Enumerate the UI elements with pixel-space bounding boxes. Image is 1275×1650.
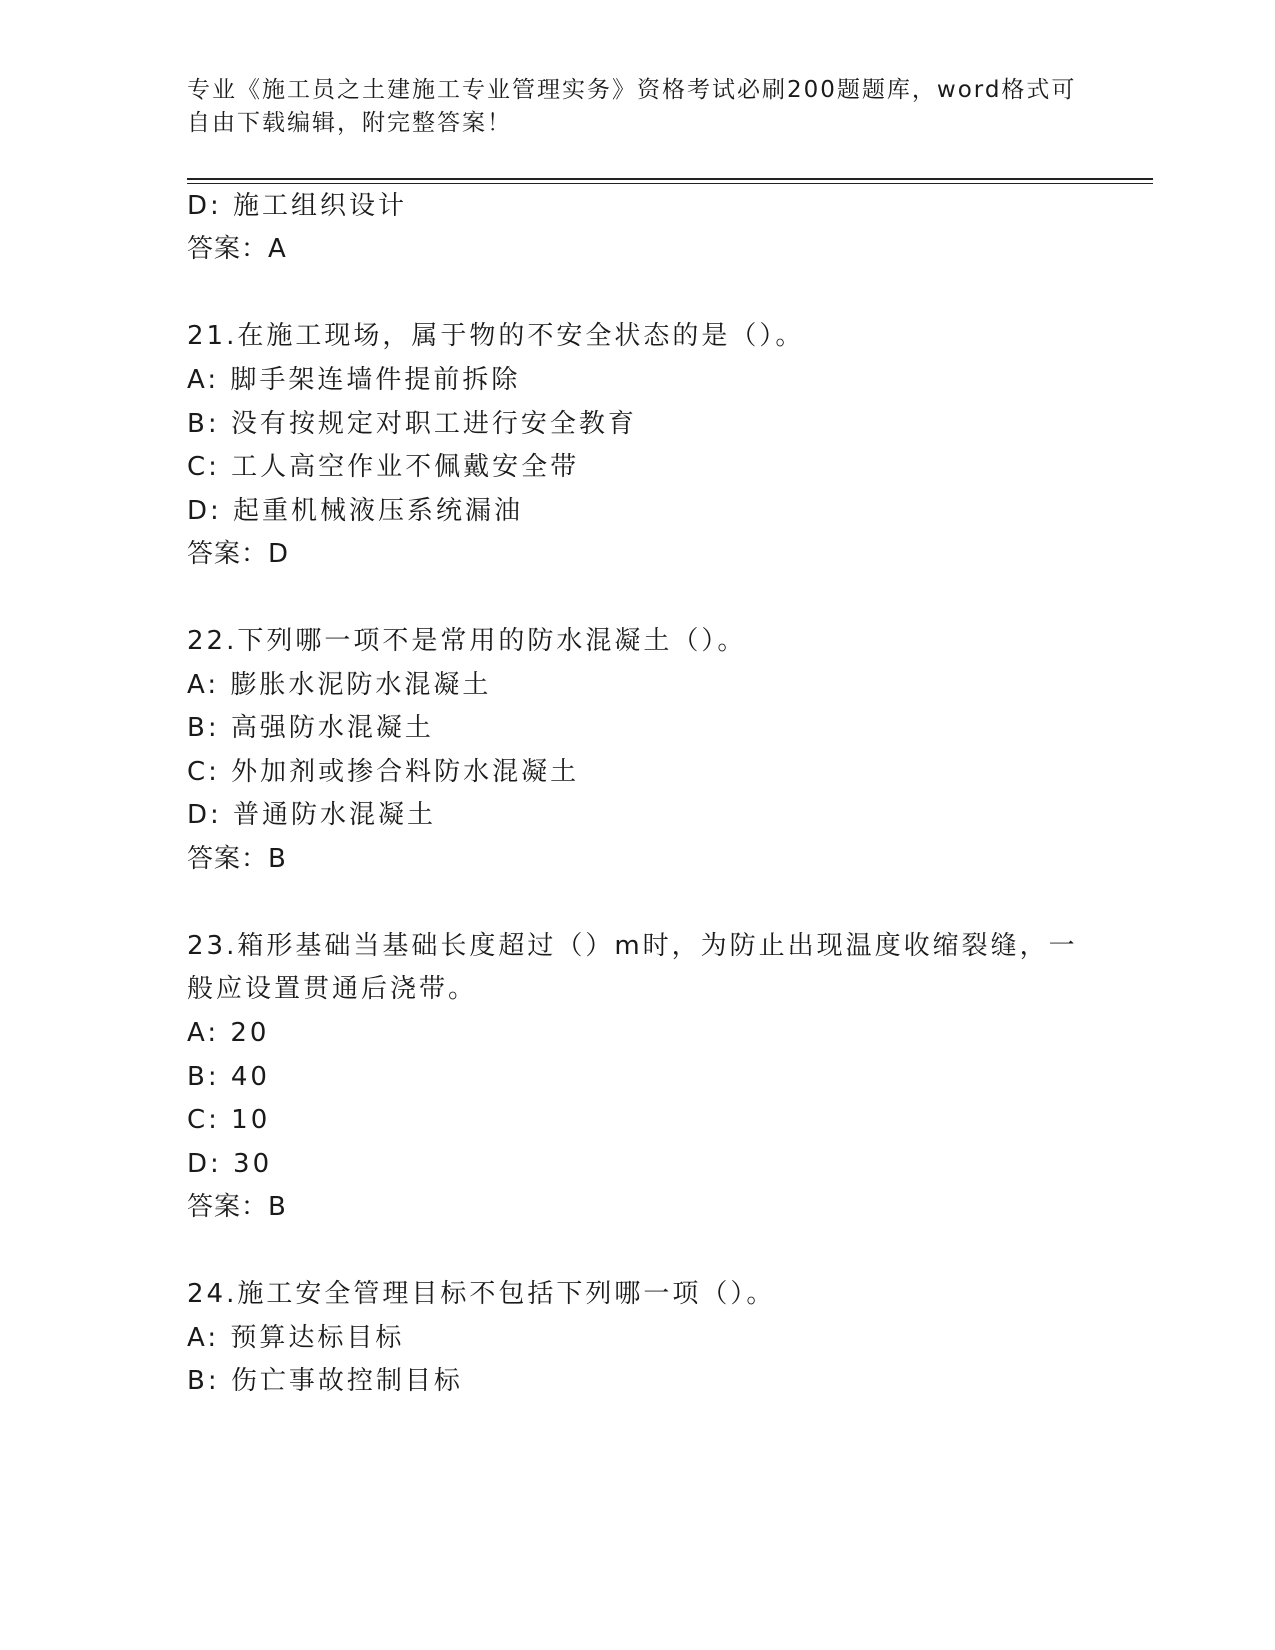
question-22-option-c: C: 外加剂或掺合料防水混凝土: [187, 757, 580, 787]
question-22-option-d: D: 普通防水混凝土: [187, 800, 437, 830]
question-23-option-a: A: 20: [187, 1018, 270, 1048]
question-21-option-c: C: 工人高空作业不佩戴安全带: [187, 452, 580, 482]
question-21-option-d: D: 起重机械液压系统漏油: [187, 496, 524, 526]
question-22-option-a: A: 膨胀水泥防水混凝土: [187, 670, 492, 700]
question-22-option-b: B: 高强防水混凝土: [187, 713, 434, 743]
question-24-option-b: B: 伤亡事故控制目标: [187, 1366, 463, 1396]
header-divider: [187, 178, 1153, 184]
question-23-text-line-1: 23.箱形基础当基础长度超过（）m时，为防止出现温度收缩裂缝，一: [187, 931, 1078, 961]
question-23-text-line-2: 般应设置贯通后浇带。: [187, 974, 478, 1004]
question-21-text: 21.在施工现场，属于物的不安全状态的是（）。: [187, 321, 805, 351]
question-23-option-b: B: 40: [187, 1062, 270, 1092]
question-22-text: 22.下列哪一项不是常用的防水混凝土（）。: [187, 626, 747, 656]
question-21-option-b: B: 没有按规定对职工进行安全教育: [187, 409, 637, 439]
question-23-option-c: C: 10: [187, 1105, 271, 1135]
prev-question-option-d: D: 施工组织设计: [187, 191, 408, 221]
question-21-answer: 答案：D: [187, 539, 290, 569]
prev-question-answer: 答案：A: [187, 234, 287, 264]
question-21-option-a: A: 脚手架连墙件提前拆除: [187, 365, 521, 395]
question-23-option-d: D: 30: [187, 1149, 273, 1179]
question-24-text: 24.施工安全管理目标不包括下列哪一项（）。: [187, 1279, 776, 1309]
header-title-line-2: 自由下载编辑，附完整答案！: [187, 110, 512, 136]
question-22-answer: 答案：B: [187, 844, 287, 874]
question-24-option-a: A: 预算达标目标: [187, 1323, 405, 1353]
document-header: [187, 74, 1077, 140]
question-23-answer: 答案：B: [187, 1192, 287, 1222]
header-title-line-1: 专业《施工员之土建施工专业管理实务》资格考试必刷200题题库，word格式可: [187, 77, 1077, 103]
